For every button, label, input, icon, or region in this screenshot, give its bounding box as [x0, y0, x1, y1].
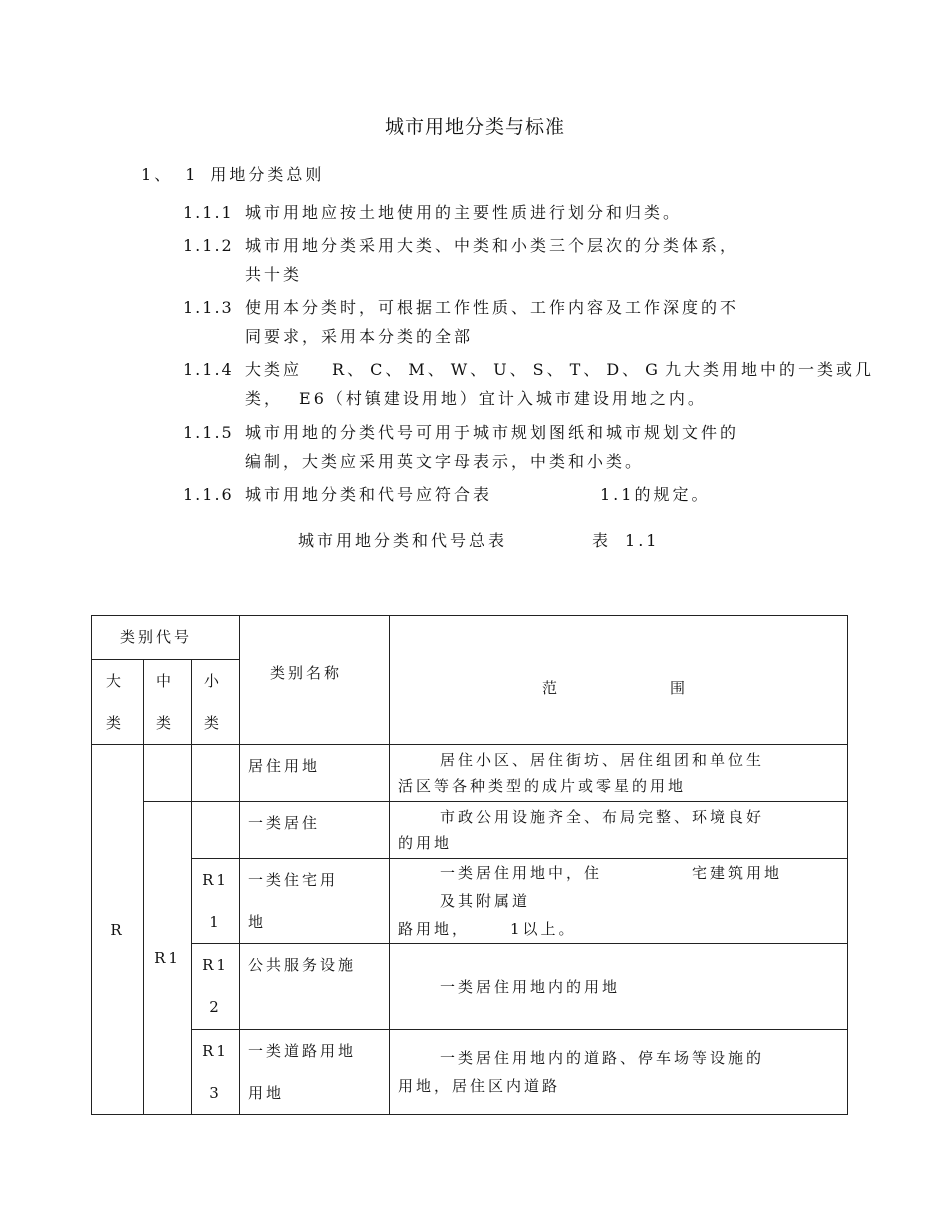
category-name: 居住用地 [248, 757, 321, 775]
minor-code-cell [192, 944, 240, 1030]
category-name: 一类居住 [248, 814, 321, 832]
minor-char-1: 小 [204, 672, 223, 690]
desc-part: 路用地， [398, 920, 471, 938]
code-s: S、 [532, 360, 566, 379]
header-scope-label [390, 663, 847, 698]
desc-line: 居住小区、居住街坊、居住组团和单位生 [440, 751, 765, 769]
major-code-cell: R [92, 745, 144, 1115]
category-name: 一类住宅用 [248, 871, 339, 889]
page-title: 城市用地分类与标准 [384, 116, 565, 138]
clause-text: 使用本分类时，可根据工作性质、工作内容及工作深度的不 [245, 298, 740, 317]
minor-code-cell [192, 745, 240, 802]
header-mid [144, 660, 192, 745]
mid-code-cell: R1 [144, 802, 192, 1115]
desc-line: 活区等各种类型的成片或零星的用地 [398, 777, 687, 795]
section-number: 1 [141, 165, 155, 184]
clause-1-1-6 [183, 482, 492, 505]
clause-number: 1.1.4 [183, 360, 234, 379]
header-minor [192, 660, 240, 745]
section-sub: 1 [185, 165, 199, 184]
clause-1-1-2-cont: 共十类 [245, 265, 303, 284]
header-category-code [92, 616, 240, 660]
clause-1-1-3 [183, 295, 739, 318]
desc-part: 1以上。 [510, 920, 577, 938]
desc-line: 一类居住用地内的道路、停车场等设施的 [440, 1049, 765, 1067]
table-row [92, 802, 848, 859]
clause-1-1-4 [183, 357, 874, 380]
major-char-2: 类 [106, 714, 125, 732]
minor-code-part: R1 [202, 1042, 229, 1060]
header-scope [390, 616, 848, 745]
table-header-row [92, 616, 848, 660]
clause-1-1-5-cont: 编制，大类应采用英文字母表示，中类和小类。 [245, 452, 645, 471]
scope-char-1: 范 [542, 678, 561, 697]
name-cell [240, 1030, 390, 1115]
table-caption-label [592, 528, 659, 551]
header-major [92, 660, 144, 745]
code-r: R、 [332, 360, 367, 379]
desc-cell [390, 859, 848, 944]
minor-code-cell [192, 859, 240, 944]
code-e6: E6 [299, 389, 327, 408]
table-row [92, 1030, 848, 1115]
section-heading [141, 162, 324, 185]
category-name-cont: 地 [248, 913, 267, 931]
code-m: M、 [408, 360, 447, 379]
mid-char-1: 中 [156, 672, 175, 690]
category-name: 公共服务设施 [248, 956, 357, 974]
code-d: D、 [606, 360, 642, 379]
desc-cell [390, 1030, 848, 1115]
category-name: 一类道路用地 [248, 1042, 357, 1060]
header-name-label: 类别名称 [270, 664, 343, 682]
clause-text: 城市用地分类和代号应符合表 [245, 485, 493, 504]
mid-char-2: 类 [156, 714, 175, 732]
clause-number: 1.1.3 [183, 298, 234, 317]
clause-text: 城市用地分类采用大类、中类和小类三个层次的分类体系， [245, 236, 740, 255]
table-row [92, 745, 848, 802]
minor-code-part: R1 [202, 956, 229, 974]
code-u: U、 [493, 360, 529, 379]
desc-line: 一类居住用地内的用地 [440, 977, 621, 996]
clause-number: 1.1.1 [183, 203, 234, 222]
desc-line [398, 915, 841, 943]
scope-char-2: 围 [670, 678, 689, 697]
header-category-name [240, 616, 390, 745]
name-cell [240, 745, 390, 802]
code-g: G [645, 360, 661, 379]
table-caption: 城市用地分类和代号总表 [298, 531, 508, 550]
minor-code-cell [192, 1030, 240, 1115]
desc-cell [390, 745, 848, 802]
name-cell [240, 859, 390, 944]
minor-code-part: 1 [209, 913, 222, 931]
clause-1-1-3-cont: 同要求，采用本分类的全部 [245, 327, 474, 346]
table-number: 1.1 [625, 531, 660, 550]
minor-code-part: 3 [209, 1084, 222, 1102]
clause-1-1-4-cont [245, 386, 707, 409]
mid-code-cell [144, 745, 192, 802]
clause-1-1-1 [183, 200, 682, 223]
desc-cell [390, 802, 848, 859]
section-title: 用地分类总则 [210, 165, 325, 184]
clause-1-1-2 [183, 233, 739, 256]
code-c: C、 [370, 360, 405, 379]
clause-pre: 类， [245, 389, 284, 408]
clause-1-1-6-ref: 1.1的规定。 [600, 485, 711, 504]
major-char-1: 大 [106, 672, 125, 690]
code-w: W、 [450, 360, 490, 379]
minor-char-2: 类 [204, 714, 223, 732]
table-row [92, 944, 848, 1030]
desc-part: 宅建筑用地 [692, 864, 783, 882]
minor-code-cell [192, 802, 240, 859]
desc-part: 及其附属道 [440, 892, 531, 910]
clause-text: 城市用地应按土地使用的主要性质进行划分和归类。 [245, 203, 683, 222]
header-group-label: 类别代号 [120, 628, 193, 646]
clause-rest: （村镇建设用地）宜计入城市建设用地之内。 [326, 389, 707, 408]
minor-code-part: 2 [209, 998, 222, 1016]
clause-prefix: 大类应 [245, 360, 303, 379]
clause-suffix: 九大类用地中的一类或几 [664, 360, 874, 379]
clause-text: 城市用地的分类代号可用于城市规划图纸和城市规划文件的 [245, 423, 740, 442]
land-use-table [91, 615, 848, 1115]
desc-line: 用地，居住区内道路 [398, 1077, 561, 1095]
desc-cell [390, 944, 848, 1030]
section-sep: 、 [154, 165, 174, 184]
table-label: 表 [592, 531, 612, 550]
name-cell [240, 802, 390, 859]
desc-line [398, 859, 841, 915]
name-cell [240, 944, 390, 1030]
minor-code-part: R1 [202, 871, 229, 889]
clause-number: 1.1.6 [183, 485, 234, 504]
clause-number: 1.1.5 [183, 423, 234, 442]
desc-line: 的用地 [398, 834, 453, 852]
table-row [92, 859, 848, 944]
code-t: T、 [569, 360, 603, 379]
desc-line: 市政公用设施齐全、布局完整、环境良好 [440, 808, 765, 826]
desc-part: 一类居住用地中，住 [440, 864, 603, 882]
clause-number: 1.1.2 [183, 236, 234, 255]
clause-1-1-5 [183, 420, 739, 443]
category-name-cont: 用地 [248, 1084, 285, 1102]
